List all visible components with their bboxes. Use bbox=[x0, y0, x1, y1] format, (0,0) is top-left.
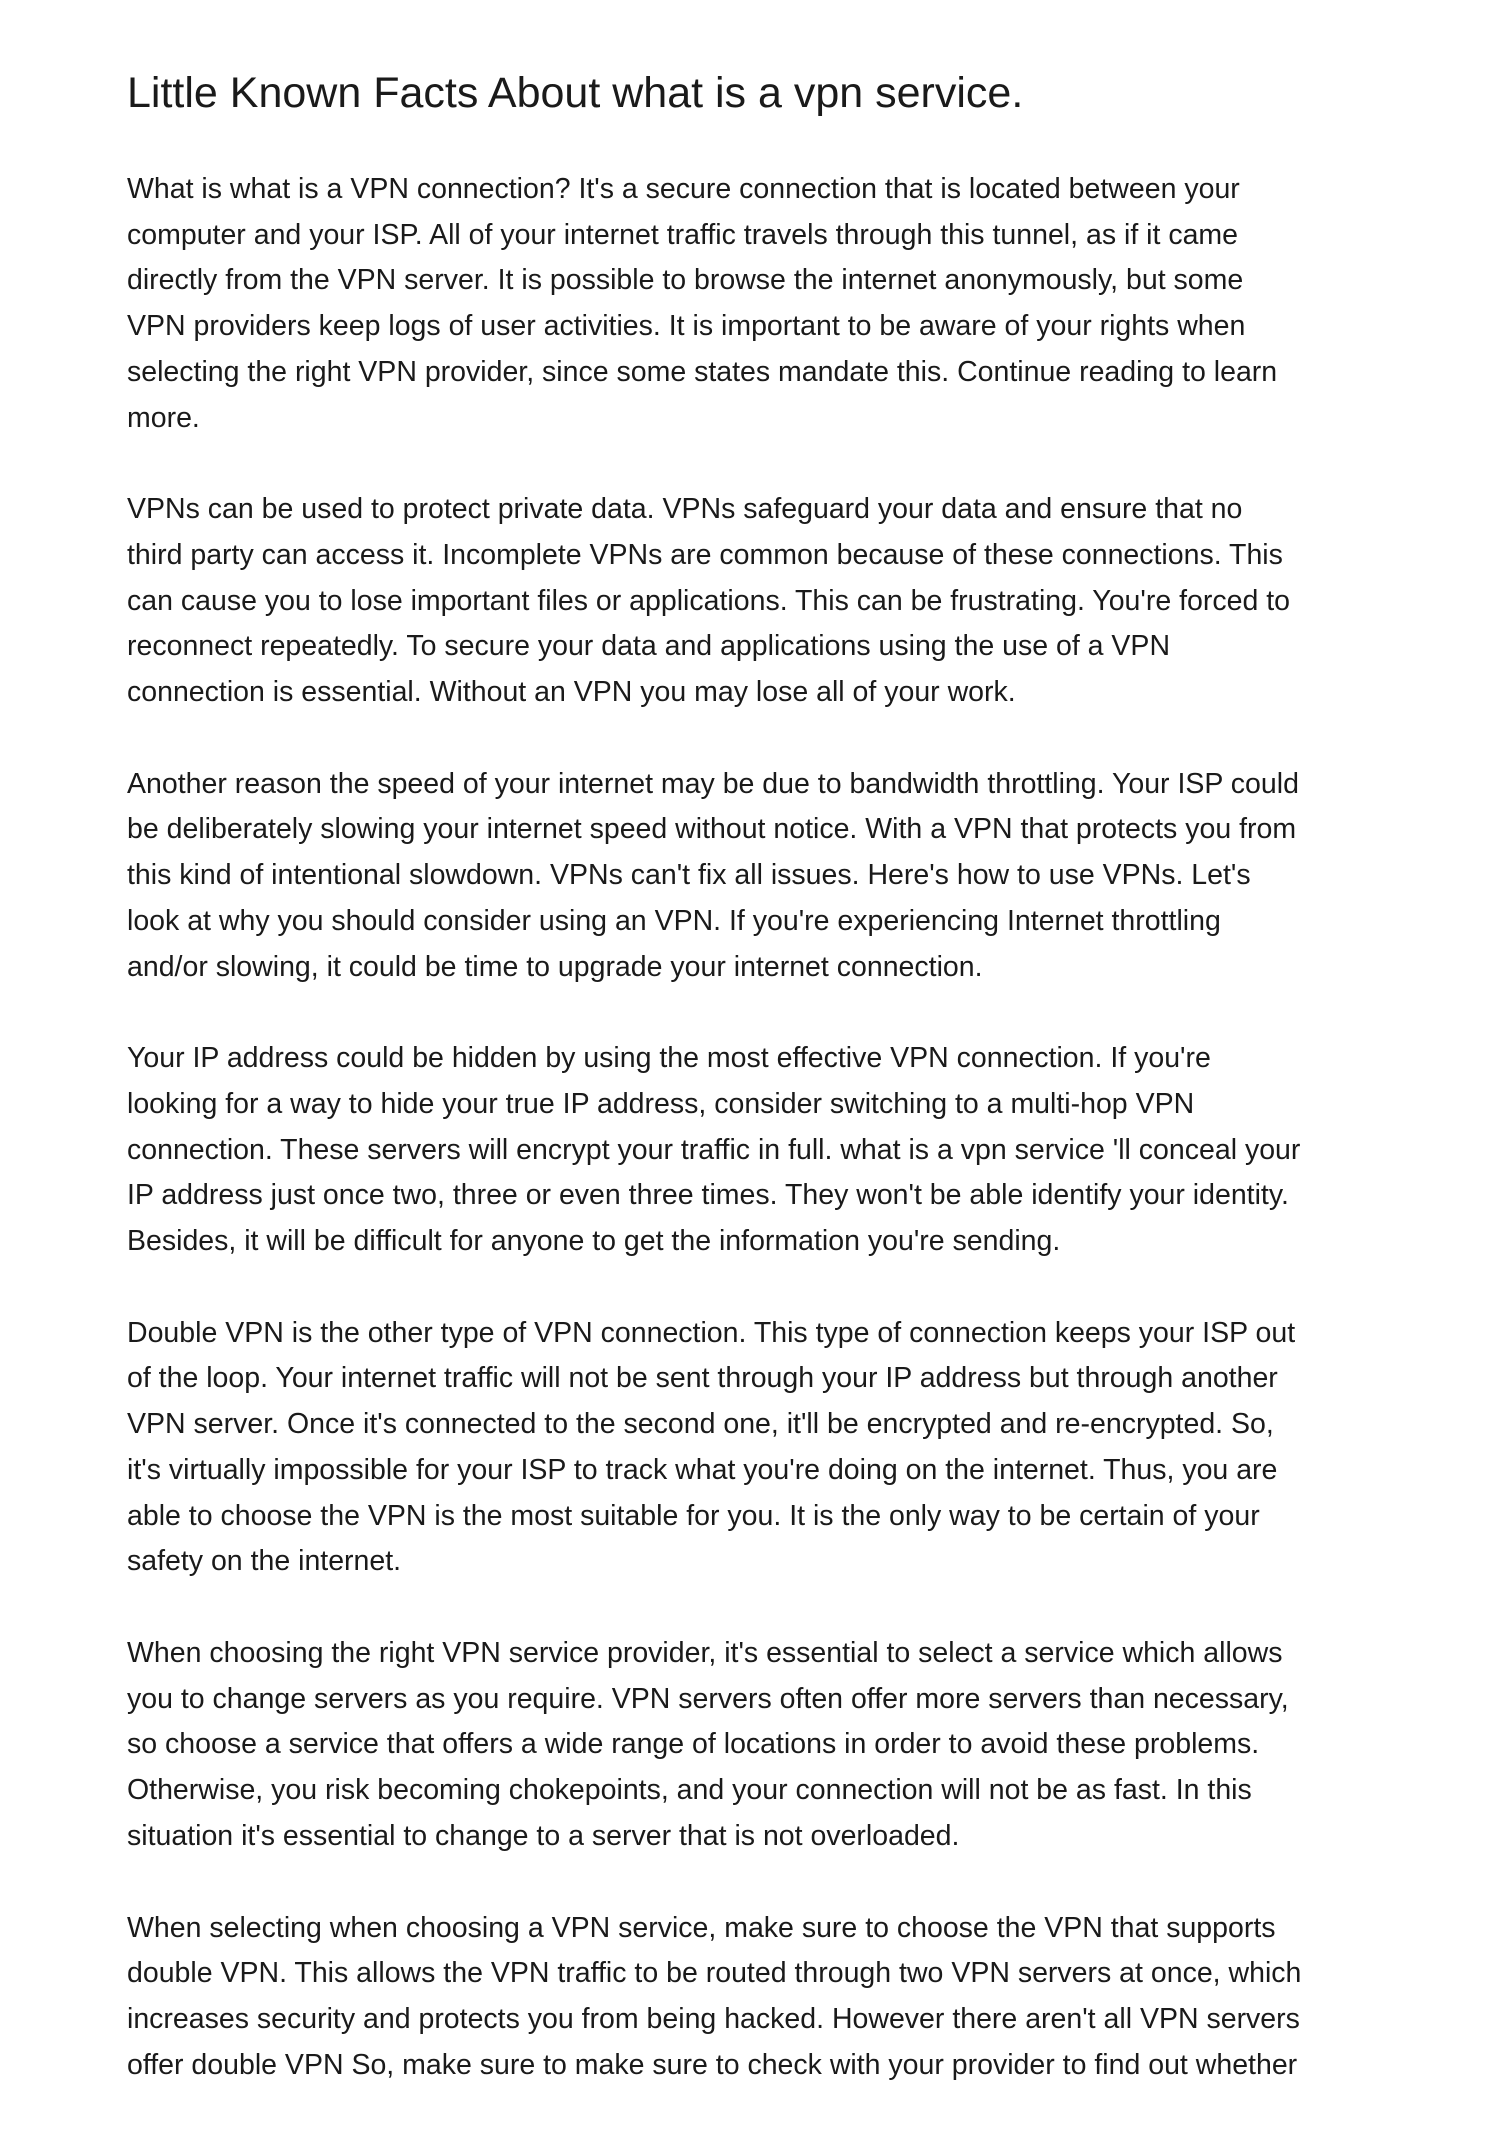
paragraph-line: it's virtually impossible for your ISP to track what you're doing on the internet. Thus, you are bbox=[127, 1453, 1278, 1486]
paragraph-line: When choosing the right VPN service provider, it's essential to select a service which allows bbox=[127, 1636, 1283, 1669]
paragraph-line: selecting the right VPN provider, since some states mandate this. Continue reading to learn bbox=[127, 355, 1278, 388]
paragraph-line: Another reason the speed of your internet may be due to bandwidth throttling. Your ISP could bbox=[127, 767, 1299, 800]
paragraph-line: computer and your ISP. All of your internet traffic travels through this tunnel, as if it came bbox=[127, 218, 1239, 251]
paragraph-1 bbox=[127, 167, 1393, 441]
paragraph-3 bbox=[127, 762, 1393, 991]
paragraph-line: so choose a service that offers a wide range of locations in order to avoid these problems. bbox=[127, 1728, 1260, 1761]
paragraph-line: Besides, it will be difficult for anyone to get the information you're sending. bbox=[127, 1225, 1061, 1258]
paragraph-line: offer double VPN So, make sure to make sure to check with your provider to find out whether bbox=[127, 2048, 1298, 2081]
document-body bbox=[127, 167, 1393, 2134]
paragraph-line: directly from the VPN server. It is possible to browse the internet anonymously, but some bbox=[127, 264, 1244, 297]
paragraph-line: third party can access it. Incomplete VPNs are common because of these connections. This bbox=[127, 538, 1283, 571]
paragraph-5 bbox=[127, 1311, 1393, 1585]
paragraph-line: look at why you should consider using an VPN. If you're experiencing Internet throttling bbox=[127, 904, 1221, 937]
paragraph-line: When selecting when choosing a VPN service, make sure to choose the VPN that supports bbox=[127, 1911, 1276, 1944]
paragraph-line: looking for a way to hide your true IP address, consider switching to a multi-hop VPN bbox=[127, 1087, 1195, 1120]
paragraph-4 bbox=[127, 1036, 1393, 1265]
paragraph-line: Otherwise, you risk becoming chokepoints, and your connection will not be as fast. In this bbox=[127, 1774, 1252, 1807]
paragraph-6 bbox=[127, 1631, 1393, 1860]
paragraph-2 bbox=[127, 487, 1393, 716]
document-page bbox=[127, 0, 1393, 2123]
paragraph-line: VPN server. Once it's connected to the second one, it'll be encrypted and re-encrypted. So, bbox=[127, 1408, 1274, 1441]
paragraph-line: can cause you to lose important files or applications. This can be frustrating. You're forced to bbox=[127, 584, 1290, 617]
paragraph-line: reconnect repeatedly. To secure your data and applications using the use of a VPN bbox=[127, 630, 1171, 663]
paragraph-line: IP address just once two, three or even three times. They won't be able identify your identity. bbox=[127, 1179, 1289, 1212]
paragraph-line: safety on the internet. bbox=[127, 1545, 402, 1578]
document-title: Little Known Facts About what is a vpn service. bbox=[127, 69, 1024, 117]
paragraph-line: of the loop. Your internet traffic will not be sent through your IP address but through another bbox=[127, 1362, 1278, 1395]
paragraph-line: Double VPN is the other type of VPN connection. This type of connection keeps your ISP out bbox=[127, 1316, 1296, 1349]
paragraph-line: VPNs can be used to protect private data. VPNs safeguard your data and ensure that no bbox=[127, 493, 1243, 526]
paragraph-line: and/or slowing, it could be time to upgrade your internet connection. bbox=[127, 950, 983, 983]
paragraph-7 bbox=[127, 1906, 1393, 2089]
paragraph-line: you to change servers as you require. VPN servers often offer more servers than necessary, bbox=[127, 1682, 1289, 1715]
paragraph-line: What is what is a VPN connection? It's a secure connection that is located between your bbox=[127, 173, 1240, 205]
paragraph-line: connection is essential. Without an VPN you may lose all of your work. bbox=[127, 676, 1016, 709]
paragraph-line: be deliberately slowing your internet speed without notice. With a VPN that protects you from bbox=[127, 813, 1297, 846]
paragraph-line: VPN providers keep logs of user activities. It is important to be aware of your rights when bbox=[127, 310, 1246, 343]
paragraph-line: situation it's essential to change to a server that is not overloaded. bbox=[127, 1819, 960, 1852]
paragraph-line: this kind of intentional slowdown. VPNs can't fix all issues. Here's how to use VPNs. Let's bbox=[127, 859, 1251, 892]
paragraph-line: more. bbox=[127, 401, 200, 434]
paragraph-line: double VPN. This allows the VPN traffic to be routed through two VPN servers at once, which bbox=[127, 1957, 1302, 1990]
paragraph-line: able to choose the VPN is the most suitable for you. It is the only way to be certain of your bbox=[127, 1499, 1260, 1532]
paragraph-line: connection. These servers will encrypt your traffic in full. what is a vpn service 'll conceal your bbox=[127, 1133, 1301, 1166]
paragraph-line: Your IP address could be hidden by using the most effective VPN connection. If you're bbox=[127, 1042, 1211, 1075]
paragraph-line: increases security and protects you from being hacked. However there aren't all VPN servers bbox=[127, 2002, 1300, 2035]
